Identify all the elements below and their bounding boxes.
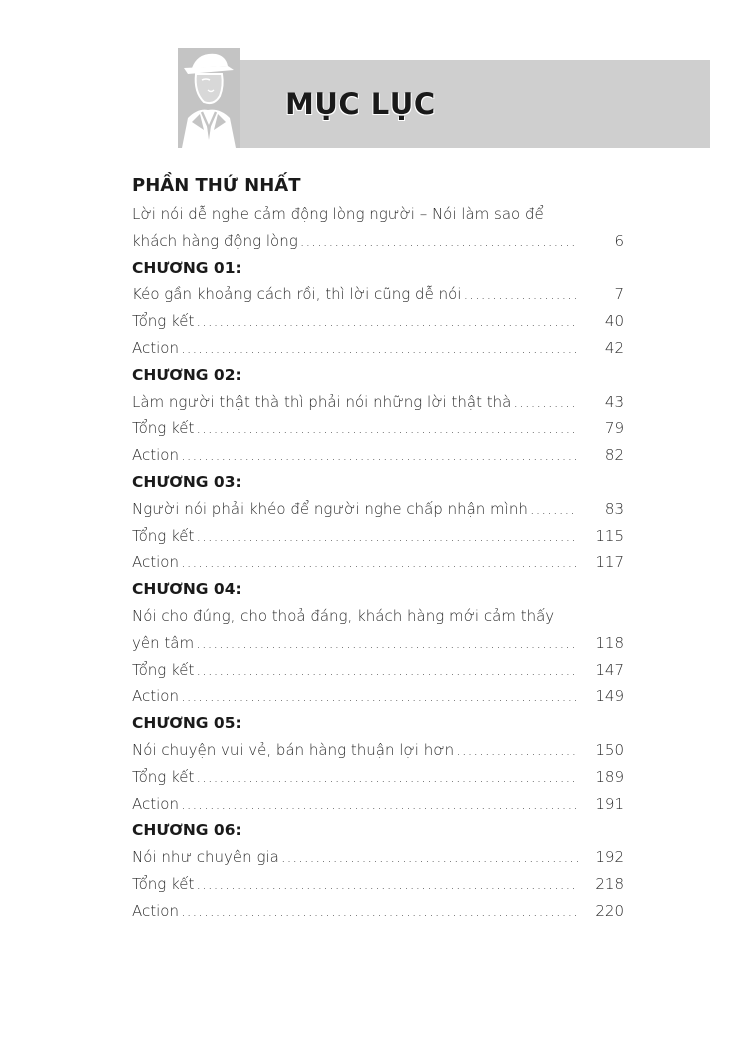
toc-entry-text: Kéo gần khoảng cách rồi, thì lời cũng dễ nói [132,285,462,304]
toc-entry-text: Làm người thật thà thì phải nói những lời thật thà [132,392,512,411]
page-number: 189 [595,767,624,786]
page-number: 147 [595,660,624,679]
page-number: 191 [595,794,624,813]
table-of-contents [132,173,628,925]
toc-entry[interactable] [132,415,628,442]
toc-entry-text: Người nói phải khéo để người nghe chấp nhận mình [132,499,528,518]
toc-entry[interactable] [132,764,628,791]
toc-entry[interactable] [132,683,628,710]
toc-entry[interactable] [132,871,628,898]
dot-leader [196,415,578,442]
page-title: MỤC LỤC [285,87,436,121]
chapter-heading: CHƯƠNG 03: [132,472,242,491]
dot-leader [196,871,578,898]
toc-entry[interactable] [132,791,628,818]
toc-entry-text: Tổng kết [132,526,195,545]
page-number: 150 [595,740,624,759]
dot-leader [181,549,578,576]
toc-entry[interactable] [132,737,628,764]
page-number: 6 [614,231,624,250]
toc-entry-text: yên tâm [132,633,195,652]
toc-entry-text: Action [132,553,179,572]
dot-leader [196,308,578,335]
toc-entry-text: Nói cho đúng, cho thoả đáng, khách hàng mới cảm thấy [132,606,555,625]
toc-entry-text: Tổng kết [132,660,195,679]
toc-entry-text: khách hàng động lòng [132,231,298,250]
dot-leader [300,228,578,255]
dot-leader [196,764,578,791]
toc-entry-text: Tổng kết [132,419,195,438]
page-number: 40 [604,312,624,331]
page-number: 192 [595,848,624,867]
page-number: 218 [595,874,624,893]
toc-entry[interactable] [132,389,628,416]
toc-entry[interactable] [132,335,628,362]
page-number: 82 [604,446,624,465]
toc-entry-text: Action [132,446,179,465]
toc-entry[interactable] [132,844,628,871]
dot-leader [513,389,578,416]
page-number: 149 [595,687,624,706]
chapter-heading: CHƯƠNG 02: [132,365,242,384]
page-number: 79 [604,419,624,438]
dot-leader [181,683,578,710]
toc-entry-text: Nói chuyện vui vẻ, bán hàng thuận lợi hơn [132,740,455,759]
header-banner [180,60,710,148]
toc-entry-text: Action [132,687,179,706]
toc-entry-text: Lời nói dễ nghe cảm động lòng người – Nói làm sao để [132,205,544,223]
toc-entry[interactable] [132,630,628,657]
dot-leader [181,898,578,925]
dot-leader [196,630,578,657]
page-number: 83 [604,499,624,518]
toc-entry-wrap[interactable] [132,603,628,630]
toc-entry[interactable] [132,657,628,684]
page-number: 115 [595,526,624,545]
toc-entry[interactable] [132,549,628,576]
part-title: PHẦN THỨ NHẤT [132,175,301,196]
toc-entry-text: Action [132,794,179,813]
toc-entry-text: Action [132,901,179,920]
toc-entry[interactable] [132,523,628,550]
toc-entry[interactable] [132,228,628,255]
page-number: 42 [604,338,624,357]
dot-leader [181,791,578,818]
toc-entry[interactable] [132,898,628,925]
page-number: 117 [595,553,624,572]
toc-entry-text: Tổng kết [132,767,195,786]
dot-leader [530,496,578,523]
dot-leader [456,737,578,764]
toc-entry-text: Action [132,338,179,357]
chapter-heading: CHƯƠNG 04: [132,580,242,599]
page-number: 220 [595,901,624,920]
page-number: 7 [614,285,624,304]
page-number: 118 [595,633,624,652]
toc-entry[interactable] [132,496,628,523]
dot-leader [181,335,578,362]
chapter-heading: CHƯƠNG 06: [132,821,242,840]
toc-entry-text: Nói như chuyên gia [132,848,279,867]
toc-entry[interactable] [132,442,628,469]
toc-entry[interactable] [132,281,628,308]
toc-entry-text: Tổng kết [132,312,195,331]
dot-leader [463,281,578,308]
dot-leader [196,523,578,550]
dot-leader [196,657,578,684]
dot-leader [281,844,578,871]
chapter-heading: CHƯƠNG 01: [132,258,242,277]
toc-entry[interactable] [132,308,628,335]
chapter-heading: CHƯƠNG 05: [132,714,242,733]
portrait-silhouette-icon [178,48,240,148]
dot-leader [181,442,578,469]
page-number: 43 [604,392,624,411]
toc-entry-wrap[interactable] [132,201,628,228]
toc-entry-text: Tổng kết [132,874,195,893]
